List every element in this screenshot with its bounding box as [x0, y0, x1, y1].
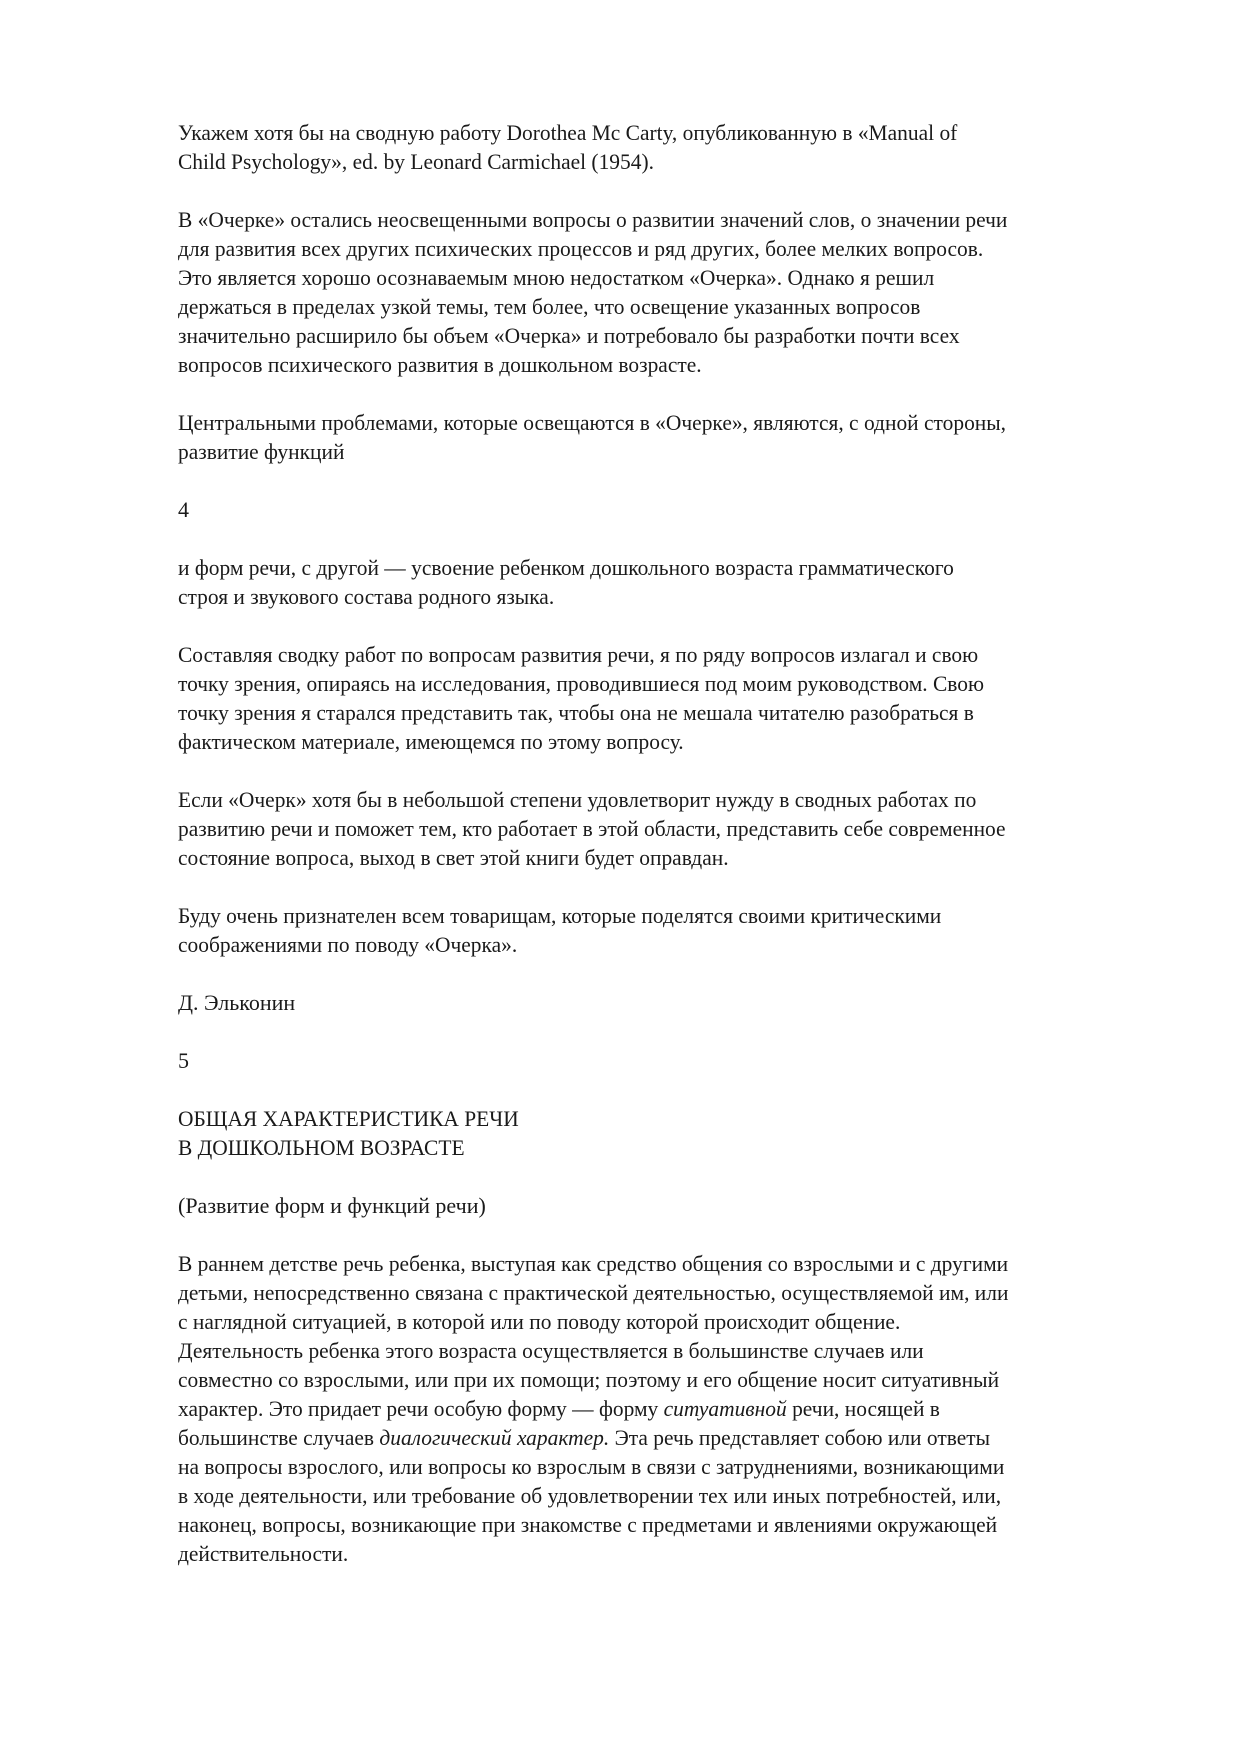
- paragraph-summary: [178, 640, 1178, 756]
- text-line: соображениями по поводу «Очерка».: [178, 932, 518, 957]
- text-line: Центральными проблемами, которые освещаются в «Очерке», являются, с одной стороны,: [178, 410, 1007, 435]
- text-line: состояние вопроса, выход в свет этой книги будет оправдан.: [178, 845, 729, 870]
- text-line: Если «Очерк» хотя бы в небольшой степени удовлетворит нужду в сводных работах по: [178, 787, 977, 812]
- text-line: точку зрения, опираясь на исследования, проводившиеся под моим руководством. Свою: [178, 671, 985, 696]
- text-line: строя и звукового состава родного языка.: [178, 584, 555, 609]
- text-line: значительно расширило бы объем «Очерка» и потребовало бы разработки почти всех: [178, 323, 960, 348]
- chapter-subheading: (Развитие форм и функций речи): [178, 1193, 486, 1218]
- text-line: наконец, вопросы, возникающие при знакомстве с предметами и явлениями окружающей: [178, 1512, 998, 1537]
- text-line: Это является хорошо осознаваемым мною недостатком «Очерка». Однако я решил: [178, 265, 935, 290]
- paragraph-continuation: [178, 553, 1178, 611]
- text-line: для развития всех других психических процессов и ряд других, более мелких вопросов.: [178, 236, 984, 261]
- text-line: Child Psychology», ed. by Leonard Carmichael (1954).: [178, 149, 654, 174]
- italic-term: диалогический характер.: [379, 1425, 610, 1450]
- text-line: и форм речи, с другой — усвоение ребенком дошкольного возраста грамматического: [178, 555, 954, 580]
- text-segment: речи, носящей в: [786, 1396, 940, 1421]
- paragraph-central-problems: [178, 408, 1178, 466]
- text-segment: большинстве случаев: [178, 1425, 380, 1450]
- text-line: [178, 1394, 1153, 1423]
- text-line: развитию речи и поможет тем, кто работает в этой области, представить себе современное: [178, 816, 1006, 841]
- text-line: держаться в пределах узкой темы, тем более, что освещение указанных вопросов: [178, 294, 921, 319]
- page-number: 5: [178, 1048, 189, 1073]
- paragraph-reference: [178, 118, 1178, 176]
- text-line: Составляя сводку работ по вопросам развития речи, я по ряду вопросов излагал и свою: [178, 642, 979, 667]
- author-signature: Д. Эльконин: [178, 990, 296, 1015]
- text-line: Укажем хотя бы на сводную работу Dorothea Mc Carty, опубликованную в «Manual of: [178, 120, 958, 145]
- page-number: 4: [178, 497, 189, 522]
- text-segment: Эта речь представляет собою или ответы: [609, 1425, 991, 1450]
- text-line: на вопросы взрослого, или вопросы ко взрослым в связи с затруднениями, возникающими: [178, 1454, 1005, 1479]
- text-line: Буду очень признателен всем товарищам, которые поделятся своими критическими: [178, 903, 942, 928]
- text-line: действительности.: [178, 1541, 349, 1566]
- heading-line: ОБЩАЯ ХАРАКТЕРИСТИКА РЕЧИ: [178, 1106, 519, 1131]
- text-line: В «Очерке» остались неосвещенными вопросы о развитии значений слов, о значении речи: [178, 207, 1008, 232]
- paragraph-early-childhood: [178, 1249, 1178, 1568]
- paragraph-thanks: [178, 901, 1178, 959]
- text-line: развитие функций: [178, 439, 345, 464]
- text-line: детьми, непосредственно связана с практической деятельностью, осуществляемой им, или: [178, 1280, 1009, 1305]
- text-line: фактическом материале, имеющемся по этому вопросу.: [178, 729, 684, 754]
- text-line: точку зрения я старался представить так, чтобы она не мешала читателю разобраться в: [178, 700, 974, 725]
- text-segment: характер. Это придает речи особую форму — форму: [178, 1396, 664, 1421]
- text-line: [178, 1423, 1153, 1452]
- document-page: [178, 118, 1178, 1597]
- italic-term: ситуативной: [663, 1396, 787, 1421]
- chapter-heading: [178, 1104, 1178, 1162]
- text-line: в ходе деятельности, или требование об удовлетворении тех или иных потребностей, или,: [178, 1483, 1002, 1508]
- text-line: совместно со взрослыми, или при их помощи; поэтому и его общение носит ситуативный: [178, 1367, 1000, 1392]
- text-line: с наглядной ситуацией, в которой или по поводу которой происходит общение.: [178, 1309, 901, 1334]
- heading-line: В ДОШКОЛЬНОМ ВОЗРАСТЕ: [178, 1135, 465, 1160]
- paragraph-hope: [178, 785, 1178, 872]
- text-line: Деятельность ребенка этого возраста осуществляется в большинстве случаев или: [178, 1338, 924, 1363]
- paragraph-omissions: [178, 205, 1178, 379]
- text-line: вопросов психического развития в дошкольном возрасте.: [178, 352, 702, 377]
- text-line: В раннем детстве речь ребенка, выступая как средство общения со взрослыми и с другими: [178, 1251, 1009, 1276]
